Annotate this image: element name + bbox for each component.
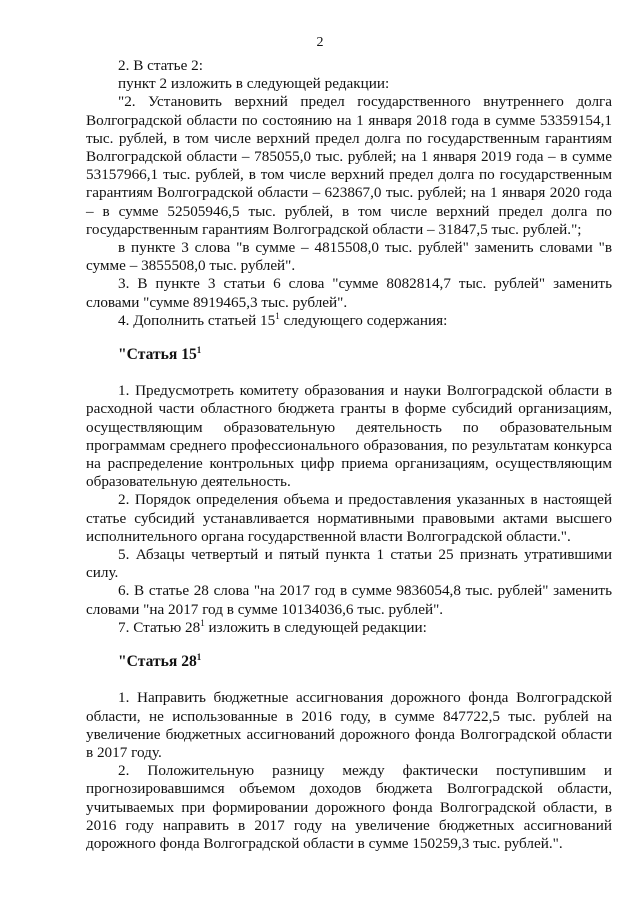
article-15-1-point-2: 2. Порядок определения объема и предоставления указанных в настоящей статье субсидий устанавливается нормативными правовыми актами высшего исполнительного органа государственной власти Волгоградской области.". <box>86 491 612 545</box>
add-article-text-end: следующего содержания: <box>279 311 448 329</box>
add-article-text: 4. Дополнить статьей 15 <box>118 311 276 329</box>
article-15-1-point-1: 1. Предусмотреть комитету образования и науки Волгоградской области в расходной части областного бюджета гранты в форме субсидий организациям, осуществляющим образовательную деятельность по образовательным программам среднего профессионального образования, по результатам конкурса на распределение контрольных цифр приема организациям, осуществляющим образовательную деятельность. <box>86 382 612 491</box>
amend-text-end: изложить в следующей редакции: <box>204 618 427 636</box>
amend-point-2-intro: пункт 2 изложить в следующей редакции: <box>118 75 390 93</box>
superscript: 1 <box>275 310 280 321</box>
add-article-15-1 <box>86 312 612 330</box>
article-28-1-point-2: 2. Положительную разницу между фактически поступившим и прогнозировавшимся объемом доходов бюджета Волгоградской области, учитываемых при формировании дорожного фонда Волгоградской области, в 2016 году направить в 2017 году на увеличение бюджетных ассигнований дорожного фонда Волгоградской области в сумме 150259,3 тыс. рублей.". <box>86 762 612 852</box>
heading-superscript: 1 <box>196 344 202 355</box>
page-number: 2 <box>316 35 324 50</box>
amend-article-2: 2. В статье 2: <box>118 57 203 74</box>
amend-article-6: 3. В пункте 3 статьи 6 слова "сумме 8082814,7 тыс. рублей" заменить словами "сумме 8919465,3 тыс. рублей". <box>86 275 612 311</box>
amend-point-3: в пункте 3 слова "в сумме – 4815508,0 тыс. рублей" заменить словами "в сумме – 3855508,0 тыс. рублей". <box>86 239 612 275</box>
amend-article-28: 6. В статье 28 слова "на 2017 год в сумме 9836054,8 тыс. рублей" заменить словами "на 2017 год в сумме 10134036,6 тыс. рублей". <box>86 582 612 618</box>
amend-article-25: 5. Абзацы четвертый и пятый пункта 1 статьи 25 признать утратившими силу. <box>86 546 612 582</box>
article-15-1-heading <box>118 346 612 364</box>
article-28-1-point-1: 1. Направить бюджетные ассигнования дорожного фонда Волгоградской области, не использованные в 2016 году, в сумме 847722,5 тыс. рублей на увеличение бюджетных ассигнований дорожного фонда Волгоградской области в 2017 году. <box>86 689 612 761</box>
article-28-1-heading <box>118 653 612 671</box>
heading-superscript: 1 <box>196 651 202 662</box>
superscript: 1 <box>200 617 205 628</box>
amend-text: 7. Статью 28 <box>118 618 201 636</box>
heading-text: "Статья 15 <box>118 346 197 364</box>
heading-text: "Статья 28 <box>118 653 197 671</box>
debt-limit-text: "2. Установить верхний предел государственного внутреннего долга Волгоградской области по состоянию на 1 января 2018 года в сумме 53359154,1 тыс. рублей, в том числе верхний предел долга по государственным гарантиям Волгоградской области – 785055,0 тыс. рублей; на 1 января 2019 года – в сумме 53157966,1 тыс. рублей, в том числе верхний предел долга по государственным гарантиям Волгоградской области – 623867,0 тыс. рублей; на 1 января 2020 года – в сумме 52505946,5 тыс. рублей, в том числе верхний предел долга по государственным гарантиям Волгоградской области – 31847,5 тыс. рублей."; <box>86 93 612 238</box>
document-body <box>86 57 612 853</box>
amend-article-28-1 <box>86 619 612 637</box>
